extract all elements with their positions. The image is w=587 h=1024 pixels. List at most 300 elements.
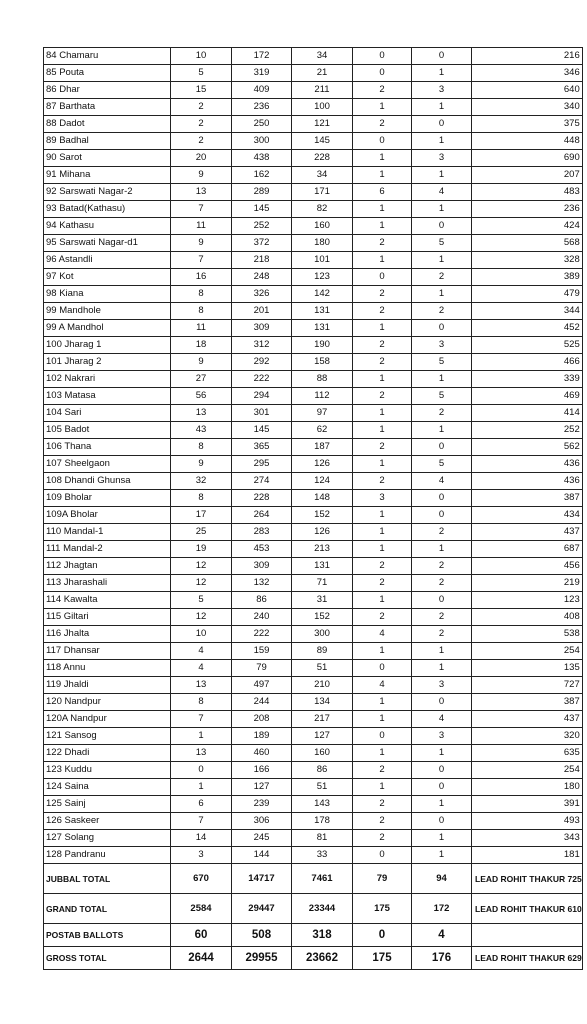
polling-station-name: 89 Badhal [44, 133, 171, 150]
cell-c3: 31 [292, 592, 353, 609]
cell-c5: 1 [412, 201, 472, 218]
cell-c6: 562 [472, 439, 583, 456]
cell-c4: 2 [353, 558, 412, 575]
polling-station-name: 95 Sarswati Nagar-d1 [44, 235, 171, 252]
cell-c1: 16 [171, 269, 232, 286]
cell-c5: 3 [412, 150, 472, 167]
cell-c1: 9 [171, 235, 232, 252]
table-row [44, 575, 583, 592]
cell-c5: 4 [412, 473, 472, 490]
cell-c5: 4 [412, 711, 472, 728]
cell-c5: 2 [412, 524, 472, 541]
polling-station-name: 109A Bholar [44, 507, 171, 524]
cell-c3: 97 [292, 405, 353, 422]
table-row [44, 745, 583, 762]
table-row [44, 303, 583, 320]
table-row [44, 677, 583, 694]
cell-c3: 217 [292, 711, 353, 728]
cell-c6: 254 [472, 643, 583, 660]
cell-c1: 60 [171, 924, 232, 947]
table-row [44, 65, 583, 82]
cell-c6: 328 [472, 252, 583, 269]
cell-c6: 483 [472, 184, 583, 201]
cell-c5: 0 [412, 218, 472, 235]
table-row [44, 473, 583, 490]
polling-station-name: 124 Saina [44, 779, 171, 796]
cell-c5: 1 [412, 422, 472, 439]
cell-c3: 158 [292, 354, 353, 371]
cell-c3: 89 [292, 643, 353, 660]
cell-c5: 1 [412, 745, 472, 762]
table-row [44, 218, 583, 235]
cell-c3: 123 [292, 269, 353, 286]
polling-station-name: 107 Sheelgaon [44, 456, 171, 473]
cell-c2: 79 [232, 660, 292, 677]
cell-c2: 295 [232, 456, 292, 473]
cell-c3: 131 [292, 320, 353, 337]
cell-c6: 687 [472, 541, 583, 558]
cell-c6: 727 [472, 677, 583, 694]
cell-c1: 9 [171, 167, 232, 184]
cell-c6: 479 [472, 286, 583, 303]
cell-c5: 4 [412, 184, 472, 201]
cell-c6: 525 [472, 337, 583, 354]
cell-c5: 0 [412, 813, 472, 830]
cell-c1: 9 [171, 456, 232, 473]
cell-c4: 2 [353, 235, 412, 252]
cell-c5: 1 [412, 541, 472, 558]
cell-c2: 300 [232, 133, 292, 150]
cell-c1: 2 [171, 99, 232, 116]
cell-c3: 21 [292, 65, 353, 82]
cell-c3: 190 [292, 337, 353, 354]
cell-c2: 159 [232, 643, 292, 660]
cell-c5: 1 [412, 643, 472, 660]
cell-c2: 239 [232, 796, 292, 813]
cell-c3: 7461 [292, 864, 353, 894]
polling-station-name: 100 Jharag 1 [44, 337, 171, 354]
gross-total-row [44, 947, 583, 970]
cell-c3: 142 [292, 286, 353, 303]
cell-c3: 318 [292, 924, 353, 947]
cell-c6: 340 [472, 99, 583, 116]
cell-c2: 294 [232, 388, 292, 405]
polling-station-name: 98 Kiana [44, 286, 171, 303]
postal-ballots-row [44, 924, 583, 947]
cell-c6: 437 [472, 524, 583, 541]
cell-c1: 13 [171, 677, 232, 694]
cell-c2: 248 [232, 269, 292, 286]
table-row [44, 643, 583, 660]
cell-c4: 1 [353, 320, 412, 337]
cell-c4: 1 [353, 150, 412, 167]
cell-c6: 387 [472, 694, 583, 711]
cell-c1: 7 [171, 252, 232, 269]
cell-c5: 1 [412, 133, 472, 150]
cell-c2: 162 [232, 167, 292, 184]
cell-c4: 1 [353, 711, 412, 728]
cell-c5: 1 [412, 252, 472, 269]
table-row [44, 320, 583, 337]
cell-c1: 8 [171, 694, 232, 711]
cell-c2: 201 [232, 303, 292, 320]
cell-c4: 3 [353, 490, 412, 507]
cell-c3: 51 [292, 779, 353, 796]
polling-station-name: 128 Pandranu [44, 847, 171, 864]
cell-c6: 236 [472, 201, 583, 218]
cell-c4: 0 [353, 660, 412, 677]
polling-station-name: 120A Nandpur [44, 711, 171, 728]
cell-c2: 460 [232, 745, 292, 762]
cell-c1: 4 [171, 660, 232, 677]
cell-c1: 15 [171, 82, 232, 99]
cell-c1: 12 [171, 558, 232, 575]
cell-c6: 493 [472, 813, 583, 830]
cell-c1: 14 [171, 830, 232, 847]
cell-c4: 1 [353, 422, 412, 439]
cell-c5: 3 [412, 728, 472, 745]
table-row [44, 48, 583, 65]
cell-c4: 2 [353, 813, 412, 830]
polling-station-name: 119 Jhaldi [44, 677, 171, 694]
cell-c2: 172 [232, 48, 292, 65]
cell-c2: 218 [232, 252, 292, 269]
cell-c2: 292 [232, 354, 292, 371]
table-row [44, 524, 583, 541]
cell-c5: 2 [412, 269, 472, 286]
table-row [44, 694, 583, 711]
cell-c3: 82 [292, 201, 353, 218]
cell-c2: 283 [232, 524, 292, 541]
cell-c5: 0 [412, 694, 472, 711]
polling-station-name: 94 Kathasu [44, 218, 171, 235]
cell-c1: 2584 [171, 894, 232, 924]
polling-station-name: 115 Giltari [44, 609, 171, 626]
cell-c1: 4 [171, 643, 232, 660]
table-row [44, 405, 583, 422]
cell-c5: 1 [412, 830, 472, 847]
table-row [44, 269, 583, 286]
cell-c4: 2 [353, 286, 412, 303]
cell-c4: 1 [353, 167, 412, 184]
cell-c5: 4 [412, 924, 472, 947]
cell-c5: 2 [412, 609, 472, 626]
polling-station-name: 86 Dhar [44, 82, 171, 99]
cell-c4: 79 [353, 864, 412, 894]
cell-c5: 0 [412, 779, 472, 796]
cell-c3: 112 [292, 388, 353, 405]
cell-c2: 189 [232, 728, 292, 745]
cell-c1: 32 [171, 473, 232, 490]
cell-c2: 289 [232, 184, 292, 201]
cell-c3: 213 [292, 541, 353, 558]
table-row [44, 354, 583, 371]
cell-c2: 312 [232, 337, 292, 354]
cell-c1: 7 [171, 813, 232, 830]
cell-c6: 466 [472, 354, 583, 371]
cell-c2: 372 [232, 235, 292, 252]
polling-station-name: 87 Barthata [44, 99, 171, 116]
cell-c4: 1 [353, 694, 412, 711]
cell-c4: 0 [353, 48, 412, 65]
cell-c2: 29955 [232, 947, 292, 970]
cell-c4: 2 [353, 303, 412, 320]
table-row [44, 830, 583, 847]
table-row [44, 847, 583, 864]
cell-c4: 2 [353, 575, 412, 592]
table-row [44, 235, 583, 252]
polling-station-name: 91 Mihana [44, 167, 171, 184]
polling-station-name: 112 Jhagtan [44, 558, 171, 575]
cell-c4: 1 [353, 541, 412, 558]
cell-c2: 309 [232, 320, 292, 337]
cell-c6: 375 [472, 116, 583, 133]
cell-c1: 43 [171, 422, 232, 439]
table-row [44, 201, 583, 218]
table-row [44, 813, 583, 830]
cell-c3: 210 [292, 677, 353, 694]
cell-c2: 86 [232, 592, 292, 609]
cell-c6: 448 [472, 133, 583, 150]
cell-c4: 0 [353, 728, 412, 745]
cell-c1: 2 [171, 133, 232, 150]
cell-c1: 10 [171, 48, 232, 65]
table-row [44, 422, 583, 439]
table-row [44, 507, 583, 524]
lead-cell [472, 924, 583, 947]
cell-c3: 71 [292, 575, 353, 592]
cell-c6: 339 [472, 371, 583, 388]
table-row [44, 286, 583, 303]
cell-c5: 0 [412, 592, 472, 609]
polling-station-name: 121 Sansog [44, 728, 171, 745]
cell-c3: 143 [292, 796, 353, 813]
cell-c6: 320 [472, 728, 583, 745]
cell-c1: 27 [171, 371, 232, 388]
cell-c4: 0 [353, 847, 412, 864]
cell-c5: 5 [412, 388, 472, 405]
cell-c1: 1 [171, 779, 232, 796]
cell-c4: 0 [353, 924, 412, 947]
polling-station-name: 99 Mandhole [44, 303, 171, 320]
cell-c6: 635 [472, 745, 583, 762]
cell-c3: 160 [292, 745, 353, 762]
cell-c5: 1 [412, 660, 472, 677]
cell-c1: 20 [171, 150, 232, 167]
cell-c6: 434 [472, 507, 583, 524]
polling-station-name: 114 Kawalta [44, 592, 171, 609]
polling-station-name: 113 Jharashali [44, 575, 171, 592]
cell-c5: 172 [412, 894, 472, 924]
cell-c1: 3 [171, 847, 232, 864]
cell-c4: 2 [353, 354, 412, 371]
table-row [44, 711, 583, 728]
table-row [44, 371, 583, 388]
cell-c2: 222 [232, 626, 292, 643]
cell-c4: 1 [353, 99, 412, 116]
cell-c6: 414 [472, 405, 583, 422]
polling-station-name: 108 Dhandi Ghunsa [44, 473, 171, 490]
cell-c3: 62 [292, 422, 353, 439]
polling-station-name: 122 Dhadi [44, 745, 171, 762]
cell-c4: 2 [353, 830, 412, 847]
table-row [44, 456, 583, 473]
cell-c3: 121 [292, 116, 353, 133]
cell-c6: 344 [472, 303, 583, 320]
cell-c6: 135 [472, 660, 583, 677]
cell-c5: 2 [412, 303, 472, 320]
cell-c1: 13 [171, 184, 232, 201]
cell-c6: 408 [472, 609, 583, 626]
cell-c6: 538 [472, 626, 583, 643]
polling-station-name: 97 Kot [44, 269, 171, 286]
cell-c2: 245 [232, 830, 292, 847]
polling-station-name: 116 Jhalta [44, 626, 171, 643]
table-row [44, 762, 583, 779]
polling-station-name: 117 Dhansar [44, 643, 171, 660]
polling-station-name: 106 Thana [44, 439, 171, 456]
cell-c4: 175 [353, 947, 412, 970]
cell-c5: 0 [412, 490, 472, 507]
cell-c5: 5 [412, 235, 472, 252]
cell-c3: 34 [292, 167, 353, 184]
cell-c2: 132 [232, 575, 292, 592]
cell-c1: 12 [171, 609, 232, 626]
cell-c1: 2644 [171, 947, 232, 970]
cell-c4: 1 [353, 745, 412, 762]
table-row [44, 439, 583, 456]
cell-c6: 252 [472, 422, 583, 439]
cell-c4: 1 [353, 218, 412, 235]
cell-c3: 152 [292, 507, 353, 524]
cell-c3: 101 [292, 252, 353, 269]
cell-c3: 23662 [292, 947, 353, 970]
cell-c2: 222 [232, 371, 292, 388]
cell-c2: 309 [232, 558, 292, 575]
cell-c3: 160 [292, 218, 353, 235]
cell-c6: 181 [472, 847, 583, 864]
table-row [44, 779, 583, 796]
cell-c5: 1 [412, 99, 472, 116]
cell-c2: 145 [232, 422, 292, 439]
cell-c1: 7 [171, 711, 232, 728]
cell-c6: 180 [472, 779, 583, 796]
cell-c3: 180 [292, 235, 353, 252]
cell-c3: 152 [292, 609, 353, 626]
table-row [44, 252, 583, 269]
polling-station-name: 105 Badot [44, 422, 171, 439]
cell-c4: 2 [353, 116, 412, 133]
cell-c6: 346 [472, 65, 583, 82]
cell-c2: 409 [232, 82, 292, 99]
cell-c2: 319 [232, 65, 292, 82]
cell-c3: 100 [292, 99, 353, 116]
cell-c2: 236 [232, 99, 292, 116]
cell-c1: 19 [171, 541, 232, 558]
table-row [44, 388, 583, 405]
cell-c2: 244 [232, 694, 292, 711]
cell-c3: 126 [292, 456, 353, 473]
cell-c1: 1 [171, 728, 232, 745]
cell-c5: 0 [412, 116, 472, 133]
cell-c3: 148 [292, 490, 353, 507]
cell-c2: 250 [232, 116, 292, 133]
cell-c4: 1 [353, 371, 412, 388]
cell-c1: 13 [171, 405, 232, 422]
cell-c2: 326 [232, 286, 292, 303]
cell-c1: 0 [171, 762, 232, 779]
cell-c5: 0 [412, 762, 472, 779]
cell-c3: 300 [292, 626, 353, 643]
cell-c3: 81 [292, 830, 353, 847]
cell-c4: 2 [353, 388, 412, 405]
cell-c5: 3 [412, 337, 472, 354]
cell-c2: 306 [232, 813, 292, 830]
cell-c1: 670 [171, 864, 232, 894]
cell-c2: 29447 [232, 894, 292, 924]
cell-c1: 18 [171, 337, 232, 354]
polling-station-name: 99 A Mandhol [44, 320, 171, 337]
cell-c6: 207 [472, 167, 583, 184]
cell-c6: 254 [472, 762, 583, 779]
cell-c3: 211 [292, 82, 353, 99]
polling-station-name: 96 Astandli [44, 252, 171, 269]
table-row [44, 150, 583, 167]
polling-station-name: 110 Mandal-1 [44, 524, 171, 541]
cell-c5: 176 [412, 947, 472, 970]
cell-c6: 123 [472, 592, 583, 609]
cell-c1: 8 [171, 286, 232, 303]
cell-c1: 8 [171, 303, 232, 320]
polling-station-name: 126 Saskeer [44, 813, 171, 830]
polling-station-name: 127 Solang [44, 830, 171, 847]
cell-c4: 6 [353, 184, 412, 201]
cell-c4: 1 [353, 201, 412, 218]
cell-c1: 7 [171, 201, 232, 218]
cell-c4: 1 [353, 643, 412, 660]
cell-c6: 568 [472, 235, 583, 252]
cell-c5: 1 [412, 371, 472, 388]
cell-c2: 166 [232, 762, 292, 779]
cell-c4: 1 [353, 524, 412, 541]
cell-c1: 5 [171, 65, 232, 82]
cell-c5: 5 [412, 354, 472, 371]
table-row [44, 133, 583, 150]
table-row [44, 626, 583, 643]
cell-c3: 34 [292, 48, 353, 65]
table-row [44, 796, 583, 813]
cell-c6: 389 [472, 269, 583, 286]
cell-c3: 88 [292, 371, 353, 388]
cell-c4: 1 [353, 456, 412, 473]
cell-c3: 187 [292, 439, 353, 456]
table-row [44, 82, 583, 99]
table-row [44, 592, 583, 609]
cell-c6: 343 [472, 830, 583, 847]
cell-c6: 690 [472, 150, 583, 167]
cell-c4: 2 [353, 609, 412, 626]
jubbal-total-row [44, 864, 583, 894]
cell-c1: 8 [171, 490, 232, 507]
cell-c1: 5 [171, 592, 232, 609]
cell-c4: 2 [353, 439, 412, 456]
cell-c4: 0 [353, 269, 412, 286]
cell-c1: 12 [171, 575, 232, 592]
row-label: GRAND TOTAL [44, 894, 171, 924]
cell-c5: 0 [412, 439, 472, 456]
cell-c4: 2 [353, 796, 412, 813]
cell-c3: 127 [292, 728, 353, 745]
